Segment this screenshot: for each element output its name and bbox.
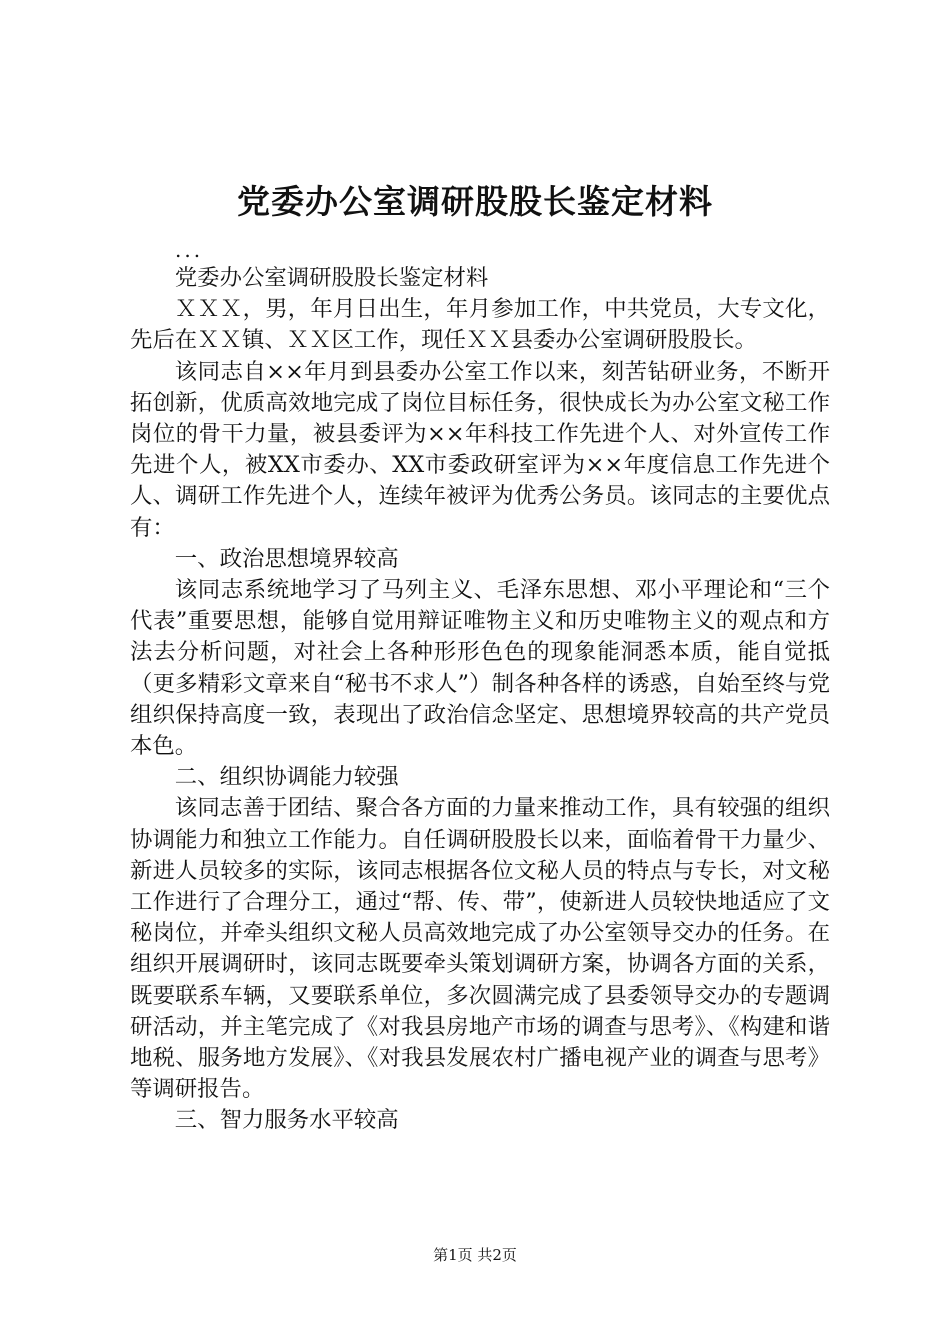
paragraph-summary: 该同志自××年月到县委办公室工作以来，刻苦钻研业务，不断开拓创新，优质高效地完成了岗位目标任务，很快成长为办公室文秘工作岗位的骨干力量，被县委评为××年科技工作先进个人、对外宣传工作先进个人，被XX市委办、XX市委政研室评为××年度信息工作先进个人、调研工作先进个人，连续年被评为优秀公务员。该同志的主要优点有： xyxy=(130,358,830,541)
ellipsis-marker: ... xyxy=(175,238,204,262)
paragraph-heading: 党委办公室调研股股长鉴定材料 xyxy=(174,265,489,291)
section-heading-3: 三、智力服务水平较高 xyxy=(174,1107,399,1134)
paragraph-section-1: 该同志系统地学习了马列主义、毛泽东思想、邓小平理论和“三个代表”重要思想，能够自觉用辩证唯物主义和历史唯物主义的观点和方法去分析问题，对社会上各种形形色色的现象能洞悉本质，能自觉抵（更多精彩文章来自“秘书不求人”）制各种各样的诱惑，自始至终与党组织保持高度一致，表现出了政治信念坚定、思想境界较高的共产党员本色。 xyxy=(130,577,830,760)
document-body xyxy=(130,263,830,1137)
paragraph-bio: ＸＸＸ，男，年月日出生，年月参加工作，中共党员，大专文化，先后在ＸＸ镇、ＸＸ区工作，现任ＸＸ县委办公室调研股股长。 xyxy=(130,296,830,354)
section-heading-2: 二、组织协调能力较强 xyxy=(174,764,399,791)
document-title: 党委办公室调研股股长鉴定材料 xyxy=(237,182,713,221)
section-heading-1: 一、政治思想境界较高 xyxy=(174,545,399,572)
page-footer: 第1页 共2页 xyxy=(433,1246,517,1264)
paragraph-section-2: 该同志善于团结、聚合各方面的力量来推动工作，具有较强的组织协调能力和独立工作能力。自任调研股股长以来，面临着骨干力量少、新进人员较多的实际，该同志根据各位文秘人员的特点与专长，对文秘工作进行了合理分工，通过“帮、传、带”，使新进人员较快地适应了文秘岗位，并牵头组织文秘人员高效地完成了办公室领导交办的任务。在组织开展调研时，该同志既要牵头策划调研方案，协调各方面的关系，既要联系车辆，又要联系单位，多次圆满完成了县委领导交办的专题调研活动，并主笔完成了《对我县房地产市场的调查与思考》、《构建和谐地税、服务地方发展》、《对我县发展农村广播电视产业的调查与思考》等调研报告。 xyxy=(130,795,830,1103)
